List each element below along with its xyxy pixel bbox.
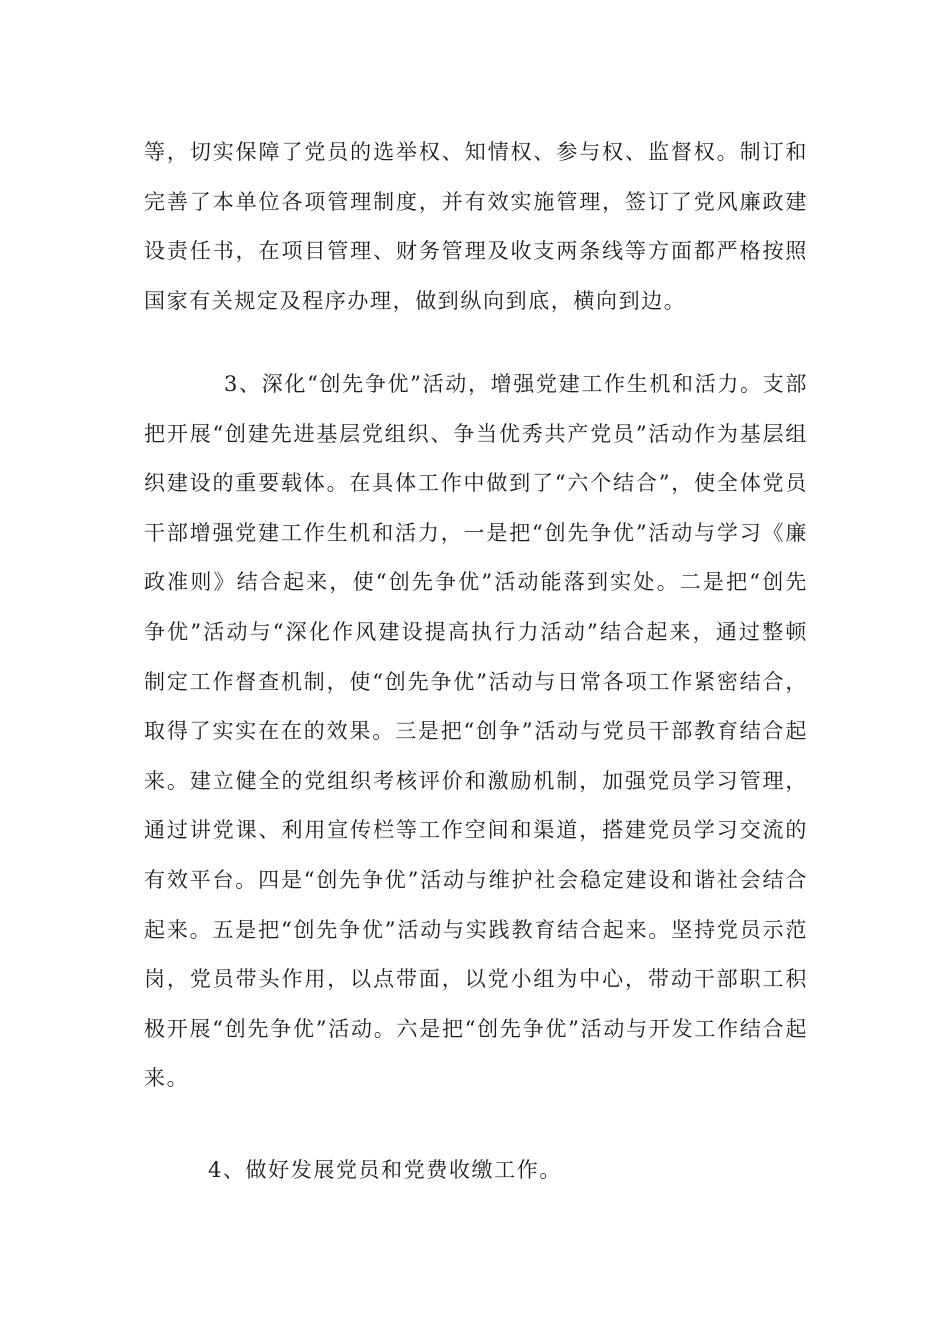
paragraph-continued: 等，切实保障了党员的选举权、知情权、参与权、监督权。制订和完善了本单位各项管理制度，并有效实施管理，签订了党风廉政建设责任书，在项目管理、财务管理及收支两条线等方面都严格按照国家有关规定及程序办理，做到纵向到底，横向到边。 [144, 140, 808, 313]
paragraph-section-3: 3、深化“创先争优”活动，增强党建工作生机和活力。支部把开展“创建先进基层党组织、争当优秀共产党员”活动作为基层组织建设的重要载体。在具体工作中做到了“六个结合”，使全体党员干部增强党建工作生机和活力，一是把“创先争优”活动与学习《廉政准则》结合起来，使“创先争优”活动能落到实处。二是把“创先争优”活动与“深化作风建设提高执行力活动”结合起来，通过整顿制定工作督查机制，使“创先争优”活动与日常各项工作紧密结合，取得了实实在在的效果。三是把“创争”活动与党员干部教育结合起来。建立健全的党组织考核评价和激励机制，加强党员学习管理，通过讲党课、利用宣传栏等工作空间和渠道，搭建党员学习交流的有效平台。四是“创先争优”活动与维护社会稳定建设和谐社会结合起来。五是把“创先争优”活动与实践教育结合起来。坚持党员示范岗，党员带头作用，以点带面，以党小组为中心，带动干部职工积极开展“创先争优”活动。六是把“创先争优”活动与开发工作结合起来。 [144, 372, 808, 1091]
paragraph-section-4: 4、做好发展党员和党费收缴工作。 [208, 1158, 562, 1182]
